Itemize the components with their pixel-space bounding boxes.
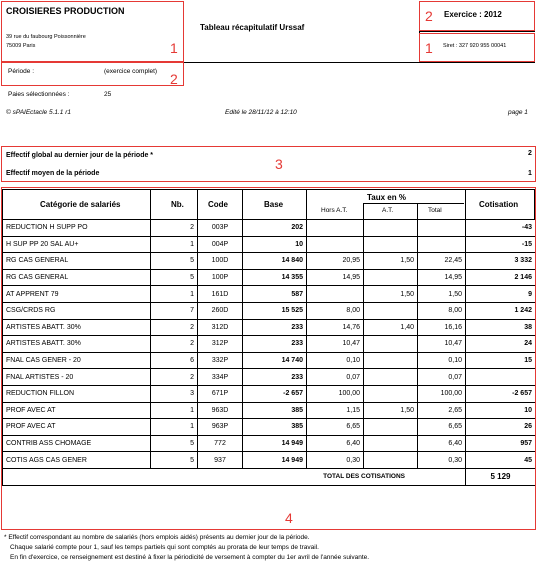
cell-hors-at: 0,07 (307, 369, 364, 386)
software-version: © sPAIEctacle 5.1.1 r1 (6, 109, 72, 116)
cell-cotisation: 45 (466, 452, 536, 469)
cell-base: 14 740 (243, 352, 307, 369)
cell-total: 2,65 (418, 402, 466, 419)
cell-hors-at: 14,95 (307, 269, 364, 286)
cell-at: 1,50 (364, 286, 418, 303)
cell-code: 332P (198, 352, 243, 369)
header-taux: Taux en % (367, 193, 406, 202)
header-hors-at: Hors A.T. (321, 207, 348, 214)
cell-cotisation: -2 657 (466, 385, 536, 402)
cell-categorie: ARTISTES ABATT. 30% (3, 319, 151, 336)
paies-label: Paies sélectionnées : (8, 91, 70, 98)
cell-cotisation: 26 (466, 419, 536, 436)
cell-nb: 5 (151, 435, 198, 452)
cell-at: 1,50 (364, 402, 418, 419)
cell-base: 14 949 (243, 452, 307, 469)
report-title: Tableau récapitulatif Urssaf (200, 23, 305, 32)
cell-categorie: FNAL ARTISTES - 20 (3, 369, 151, 386)
annotation-number-4: 4 (285, 510, 293, 526)
periode-value: (exercice complet) (104, 68, 158, 75)
cell-total: 0,07 (418, 369, 466, 386)
cell-cotisation: 2 146 (466, 269, 536, 286)
cell-cotisation: 24 (466, 336, 536, 353)
cell-base: 10 (243, 236, 307, 253)
header-cotisation: Cotisation (479, 200, 519, 209)
annotation-box-periode (1, 62, 184, 86)
cell-total: 0,10 (418, 352, 466, 369)
cell-code: 161D (198, 286, 243, 303)
cell-categorie: COTIS AGS CAS GENER (3, 452, 151, 469)
header-code: Code (208, 200, 228, 209)
cell-cotisation: 9 (466, 286, 536, 303)
cell-base: 15 525 (243, 302, 307, 319)
cell-hors-at: 0,10 (307, 352, 364, 369)
cell-cotisation: 15 (466, 352, 536, 369)
header-at: A.T. (382, 207, 394, 214)
cell-categorie: REDUCTION H SUPP PO (3, 220, 151, 237)
cell-cotisation: 957 (466, 435, 536, 452)
cell-categorie: ARTISTES ABATT. 30% (3, 336, 151, 353)
cell-total: 0,30 (418, 452, 466, 469)
cell-nb: 3 (151, 385, 198, 402)
effectif-moyen-value: 1 (528, 170, 532, 177)
company-address-line2: 75009 Paris (6, 43, 36, 49)
cell-cotisation: -15 (466, 236, 536, 253)
annotation-box-table (1, 187, 536, 530)
cell-cotisation: 3 332 (466, 253, 536, 270)
cell-nb: 5 (151, 269, 198, 286)
cell-hors-at: 6,40 (307, 435, 364, 452)
siret: Siret : 327 920 955 00041 (443, 43, 507, 49)
cell-cotisation: 38 (466, 319, 536, 336)
cell-total: 16,16 (418, 319, 466, 336)
cell-total: 6,65 (418, 419, 466, 436)
cell-hors-at: 8,00 (307, 302, 364, 319)
cell-code: 772 (198, 435, 243, 452)
cell-hors-at: 14,76 (307, 319, 364, 336)
annotation-box-exercice (419, 1, 535, 31)
cell-categorie: RG CAS GENERAL (3, 253, 151, 270)
header-categorie: Catégorie de salariés (40, 200, 121, 209)
effectif-global-value: 2 (528, 150, 532, 157)
cell-base: 14 355 (243, 269, 307, 286)
cell-categorie: REDUCTION FILLON (3, 385, 151, 402)
annotation-box-effectif (1, 146, 536, 182)
annotation-box-company (1, 1, 184, 62)
header-nb: Nb. (171, 200, 184, 209)
cell-categorie: FNAL CAS GENER - 20 (3, 352, 151, 369)
cell-base: 14 949 (243, 435, 307, 452)
cell-categorie: RG CAS GENERAL (3, 269, 151, 286)
cell-nb: 6 (151, 352, 198, 369)
cell-nb: 2 (151, 336, 198, 353)
cell-nb: 7 (151, 302, 198, 319)
cell-cotisation: -43 (466, 220, 536, 237)
annotation-number-1b: 1 (425, 40, 433, 56)
footnote-line1: * Effectif correspondant au nombre de salariés (hors emplois aidés) présents au dernier jour de la période. (4, 534, 310, 541)
cell-code: 671P (198, 385, 243, 402)
cell-base: 587 (243, 286, 307, 303)
cell-hors-at: 20,95 (307, 253, 364, 270)
cell-nb: 2 (151, 319, 198, 336)
cell-base: 385 (243, 402, 307, 419)
total-value: 5 129 (466, 468, 536, 485)
total-label: TOTAL DES COTISATIONS (3, 468, 466, 485)
cell-total: 100,00 (418, 385, 466, 402)
cell-code: 100P (198, 269, 243, 286)
cell-categorie: CONTRIB ASS CHOMAGE (3, 435, 151, 452)
cell-cotisation: 1 242 (466, 302, 536, 319)
annotation-number-2: 2 (425, 8, 433, 24)
cell-hors-at: 1,15 (307, 402, 364, 419)
cell-total: 22,45 (418, 253, 466, 270)
footnote-line2: Chaque salarié compte pour 1, sauf les temps partiels qui sont comptés au prorata de leur temps de travail. (10, 544, 319, 551)
page-number: page 1 (508, 109, 528, 116)
cell-code: 334P (198, 369, 243, 386)
company-name: CROISIERES PRODUCTION (6, 6, 125, 16)
cell-code: 963D (198, 402, 243, 419)
cell-total: 6,40 (418, 435, 466, 452)
cell-total: 1,50 (418, 286, 466, 303)
cell-base: 385 (243, 419, 307, 436)
annotation-number-3: 3 (275, 156, 283, 172)
effectif-global-label: Effectif global au dernier jour de la période * (6, 152, 154, 159)
cell-code: 963P (198, 419, 243, 436)
cell-code: 004P (198, 236, 243, 253)
paies-value: 25 (104, 91, 112, 98)
cell-nb: 2 (151, 220, 198, 237)
annotation-box-siret (419, 33, 535, 62)
cell-nb: 5 (151, 452, 198, 469)
cell-base: 202 (243, 220, 307, 237)
cell-base: 233 (243, 319, 307, 336)
cell-code: 260D (198, 302, 243, 319)
cell-nb: 1 (151, 419, 198, 436)
cell-total: 8,00 (418, 302, 466, 319)
cell-categorie: PROF AVEC AT (3, 402, 151, 419)
cell-code: 937 (198, 452, 243, 469)
annotation-number-1: 1 (170, 40, 178, 56)
cell-categorie: PROF AVEC AT (3, 419, 151, 436)
header-base: Base (264, 200, 284, 209)
cell-cotisation: 10 (466, 402, 536, 419)
cell-at: 1,40 (364, 319, 418, 336)
cell-nb: 2 (151, 369, 198, 386)
cell-hors-at: 6,65 (307, 419, 364, 436)
cell-hors-at: 0,30 (307, 452, 364, 469)
cell-categorie: H SUP PP 20 SAL AU+ (3, 236, 151, 253)
effectif-moyen-label: Effectif moyen de la période (6, 170, 100, 177)
cell-code: 003P (198, 220, 243, 237)
edited-date: Edité le 28/11/12 à 12:10 (225, 109, 297, 116)
cell-categorie: CSG/CRDS RG (3, 302, 151, 319)
periode-label: Période : (8, 68, 35, 75)
cell-nb: 5 (151, 253, 198, 270)
cell-base: 233 (243, 369, 307, 386)
cell-base: -2 657 (243, 385, 307, 402)
cell-base: 14 840 (243, 253, 307, 270)
exercice: Exercice : 2012 (444, 10, 502, 19)
cell-total: 10,47 (418, 336, 466, 353)
cell-hors-at: 100,00 (307, 385, 364, 402)
annotation-number-2b: 2 (170, 71, 178, 87)
cell-hors-at: 10,47 (307, 336, 364, 353)
cell-at: 1,50 (364, 253, 418, 270)
header-total: Total (428, 207, 442, 214)
cell-total: 14,95 (418, 269, 466, 286)
cell-code: 312P (198, 336, 243, 353)
company-address-line1: 39 rue du faubourg Poissonnière (6, 34, 86, 40)
cell-nb: 1 (151, 286, 198, 303)
cell-nb: 1 (151, 402, 198, 419)
footnote-line3: En fin d'exercice, ce renseignement est destiné à fixer la périodicité de versement à compter du 1er avril de l'année suivante. (10, 554, 370, 561)
cell-base: 233 (243, 336, 307, 353)
cell-nb: 1 (151, 236, 198, 253)
cell-categorie: AT APPRENT 79 (3, 286, 151, 303)
cell-code: 100D (198, 253, 243, 270)
cell-code: 312D (198, 319, 243, 336)
